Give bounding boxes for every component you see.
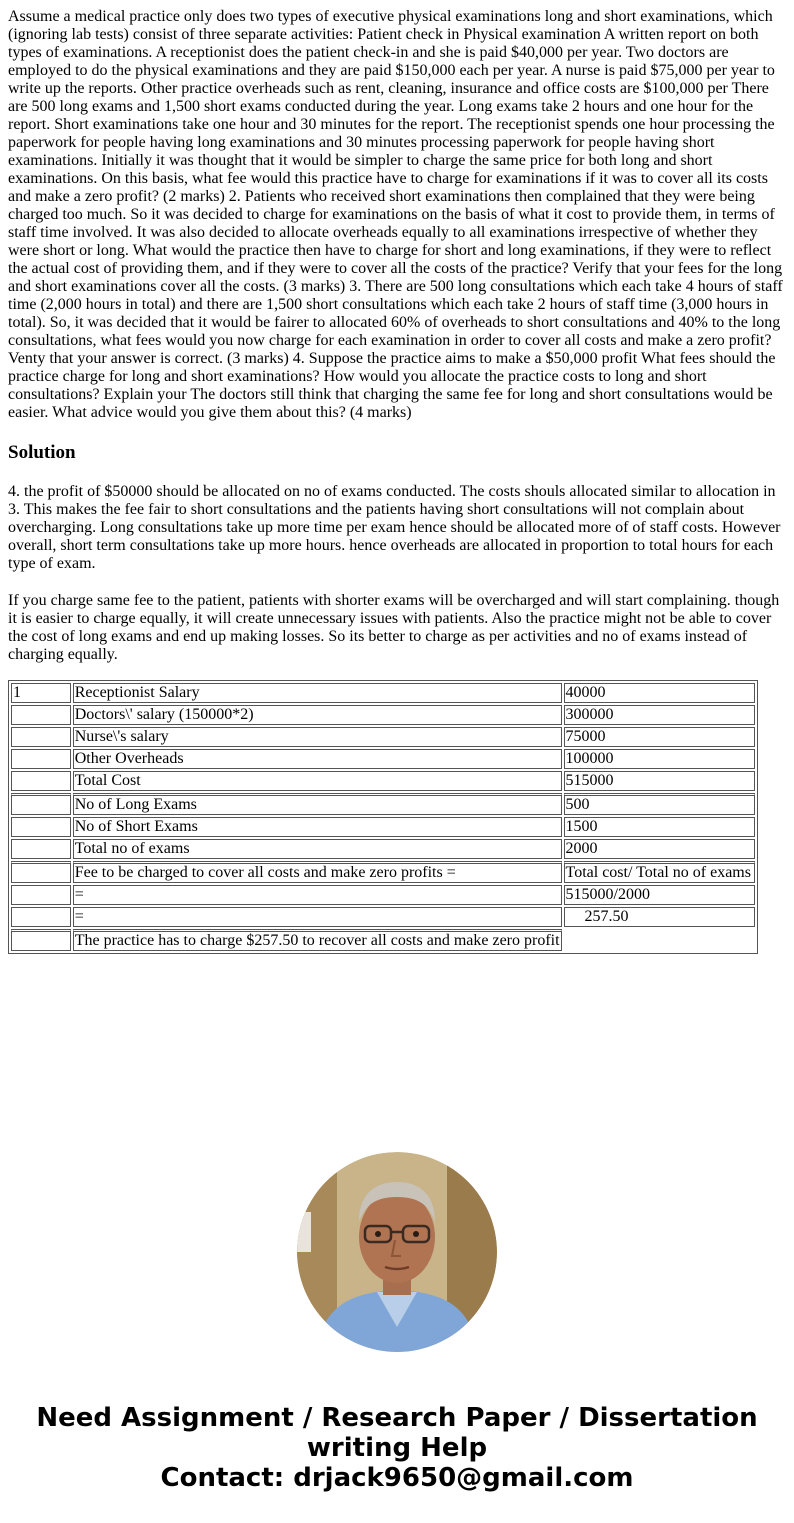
- table-cell: 515000/2000: [564, 885, 755, 905]
- avatar-portrait-image: [297, 1152, 497, 1352]
- solution-heading: Solution: [8, 442, 76, 463]
- contact-banner: [0, 1403, 794, 1493]
- table-cell: [11, 705, 71, 725]
- table-cell: 515000: [564, 771, 755, 791]
- table-row: [11, 907, 755, 927]
- table-cell: [11, 817, 71, 837]
- table-cell: [11, 885, 71, 905]
- solution-paragraph-1: 4. the profit of $50000 should be allocated on no of exams conducted. The costs shouls allocated similar to allocation in 3. This makes the fee fair to short consultations and the patients having short consultations will not complain about overcharging. Long consultations take up more time per exam hence should be allocated more of of staff costs. However overall, short term consultations take up more hours. hence overheads are allocated in proportion to total hours for each type of exam.: [8, 483, 781, 572]
- table-row: [11, 683, 755, 703]
- table-cell: Other Overheads: [73, 749, 562, 769]
- table-cell: 1500: [564, 817, 755, 837]
- avatar: [297, 1152, 497, 1352]
- table-row: [11, 749, 755, 769]
- table-cell: Total no of exams: [73, 839, 562, 859]
- table-row: [11, 861, 755, 883]
- table-cell: 2000: [564, 839, 755, 859]
- question-text: Assume a medical practice only does two types of executive physical examinations long and short examinations, which (ignoring lab tests) consist of three separate activities: Patient check in Physical examination A written report on both types of examinations. A receptionist does the patient check-in and she is paid $40,000 per year. Two doctors are employed to do the physical examinations and they are paid $150,000 each per year. A nurse is paid $75,000 per year to write up the reports. Other practice overheads such as rent, cleaning, insurance and office costs are $100,000 per There are 500 long exams and 1,500 short exams conducted during the year. Long exams take 2 hours and one hour for the report. Short examinations take one hour and 30 minutes for the report. The receptionist spends one hour processing the paperwork for people having long examinations and 30 minutes processing paperwork for people having short examinations. Initially it was thought that it would be simpler to charge the same price for both long and short examinations. On this basis, what fee would this practice have to charge for examinations if it was to cover all its costs and make a zero profit? (2 marks) 2. Patients who received short examinations then complained that they were being charged too much. So it was decided to charge for examinations on the basis of what it cost to provide them, in terms of staff time involved. It was also decided to allocate overheads equally to all examinations irrespective of whether they were short or long. What would the practice then have to charge for short and long examinations, if they were to reflect the actual cost of providing them, and if they were to cover all the costs of the practice? Verify that your fees for the long and short examinations cover all the costs. (3 marks) 3. There are 500 long consultations which each take 4 hours of staff time (2,000 hours in total) and there are 1,500 short consultations which each take 2 hours of staff time (3,000 hours in total). So, it was decided that it would be fairer to allocated 60% of overheads to short consultations and 40% to the long consultations, what fees would you now charge for each examination in order to cover all costs and make a zero profit? Venty that your answer is correct. (3 marks) 4. Suppose the practice aims to make a $50,000 profit What fees should the practice charge for long and short examinations? How would you allocate the practice costs to long and short consultations? Explain your The doctors still think that charging the same fee for long and short consultations would be easier. What advice would you give them about this? (4 marks): [8, 8, 783, 421]
- table-cell: 100000: [564, 749, 755, 769]
- table-cell: Total cost/ Total no of exams: [564, 861, 755, 883]
- banner-contact-email: Contact: drjack9650@gmail.com: [160, 1463, 634, 1493]
- table-cell: [564, 929, 755, 951]
- table-cell: 1: [11, 683, 71, 703]
- table-cell: 300000: [564, 705, 755, 725]
- table-cell: Receptionist Salary: [73, 683, 562, 703]
- table-cell: Total Cost: [73, 771, 562, 791]
- table-cell: The practice has to charge $257.50 to recover all costs and make zero profit: [73, 929, 562, 951]
- table-row: [11, 705, 755, 725]
- table-cell: [11, 749, 71, 769]
- table-cell: [11, 929, 71, 951]
- table-cell: [11, 771, 71, 791]
- table-cell: =: [73, 907, 562, 927]
- table-cell: [11, 793, 71, 815]
- table-cell: [11, 907, 71, 927]
- table-cell: 500: [564, 793, 755, 815]
- table-row: [11, 885, 755, 905]
- table-row: [11, 771, 755, 791]
- table-cell: =: [73, 885, 562, 905]
- solution-paragraph-2: If you charge same fee to the patient, patients with shorter exams will be overcharged and will start complaining. though it is easier to charge equally, it will create unnecessary issues with patients. Also the practice might not be able to cover the cost of long exams and end up making losses. So its better to charge as per activities and no of exams instead of charging equally.: [8, 592, 780, 663]
- table-cell: Doctors\' salary (150000*2): [73, 705, 562, 725]
- cost-calculation-table: [8, 680, 758, 954]
- banner-line-2: writing Help: [306, 1433, 488, 1463]
- table-cell: 257.50: [564, 907, 755, 927]
- table-row: [11, 727, 755, 747]
- banner-line-1: Need Assignment / Research Paper / Dissertation: [36, 1403, 758, 1433]
- table-cell: Fee to be charged to cover all costs and make zero profits =: [73, 861, 562, 883]
- table-cell: [11, 727, 71, 747]
- table-cell: 40000: [564, 683, 755, 703]
- table-cell: [11, 839, 71, 859]
- table-row: [11, 929, 755, 951]
- table-cell: Nurse\'s salary: [73, 727, 562, 747]
- table-cell: 75000: [564, 727, 755, 747]
- table-row: [11, 793, 755, 815]
- table-cell: No of Long Exams: [73, 793, 562, 815]
- table-cell: [11, 861, 71, 883]
- table-cell: No of Short Exams: [73, 817, 562, 837]
- table-row: [11, 839, 755, 859]
- table-row: [11, 817, 755, 837]
